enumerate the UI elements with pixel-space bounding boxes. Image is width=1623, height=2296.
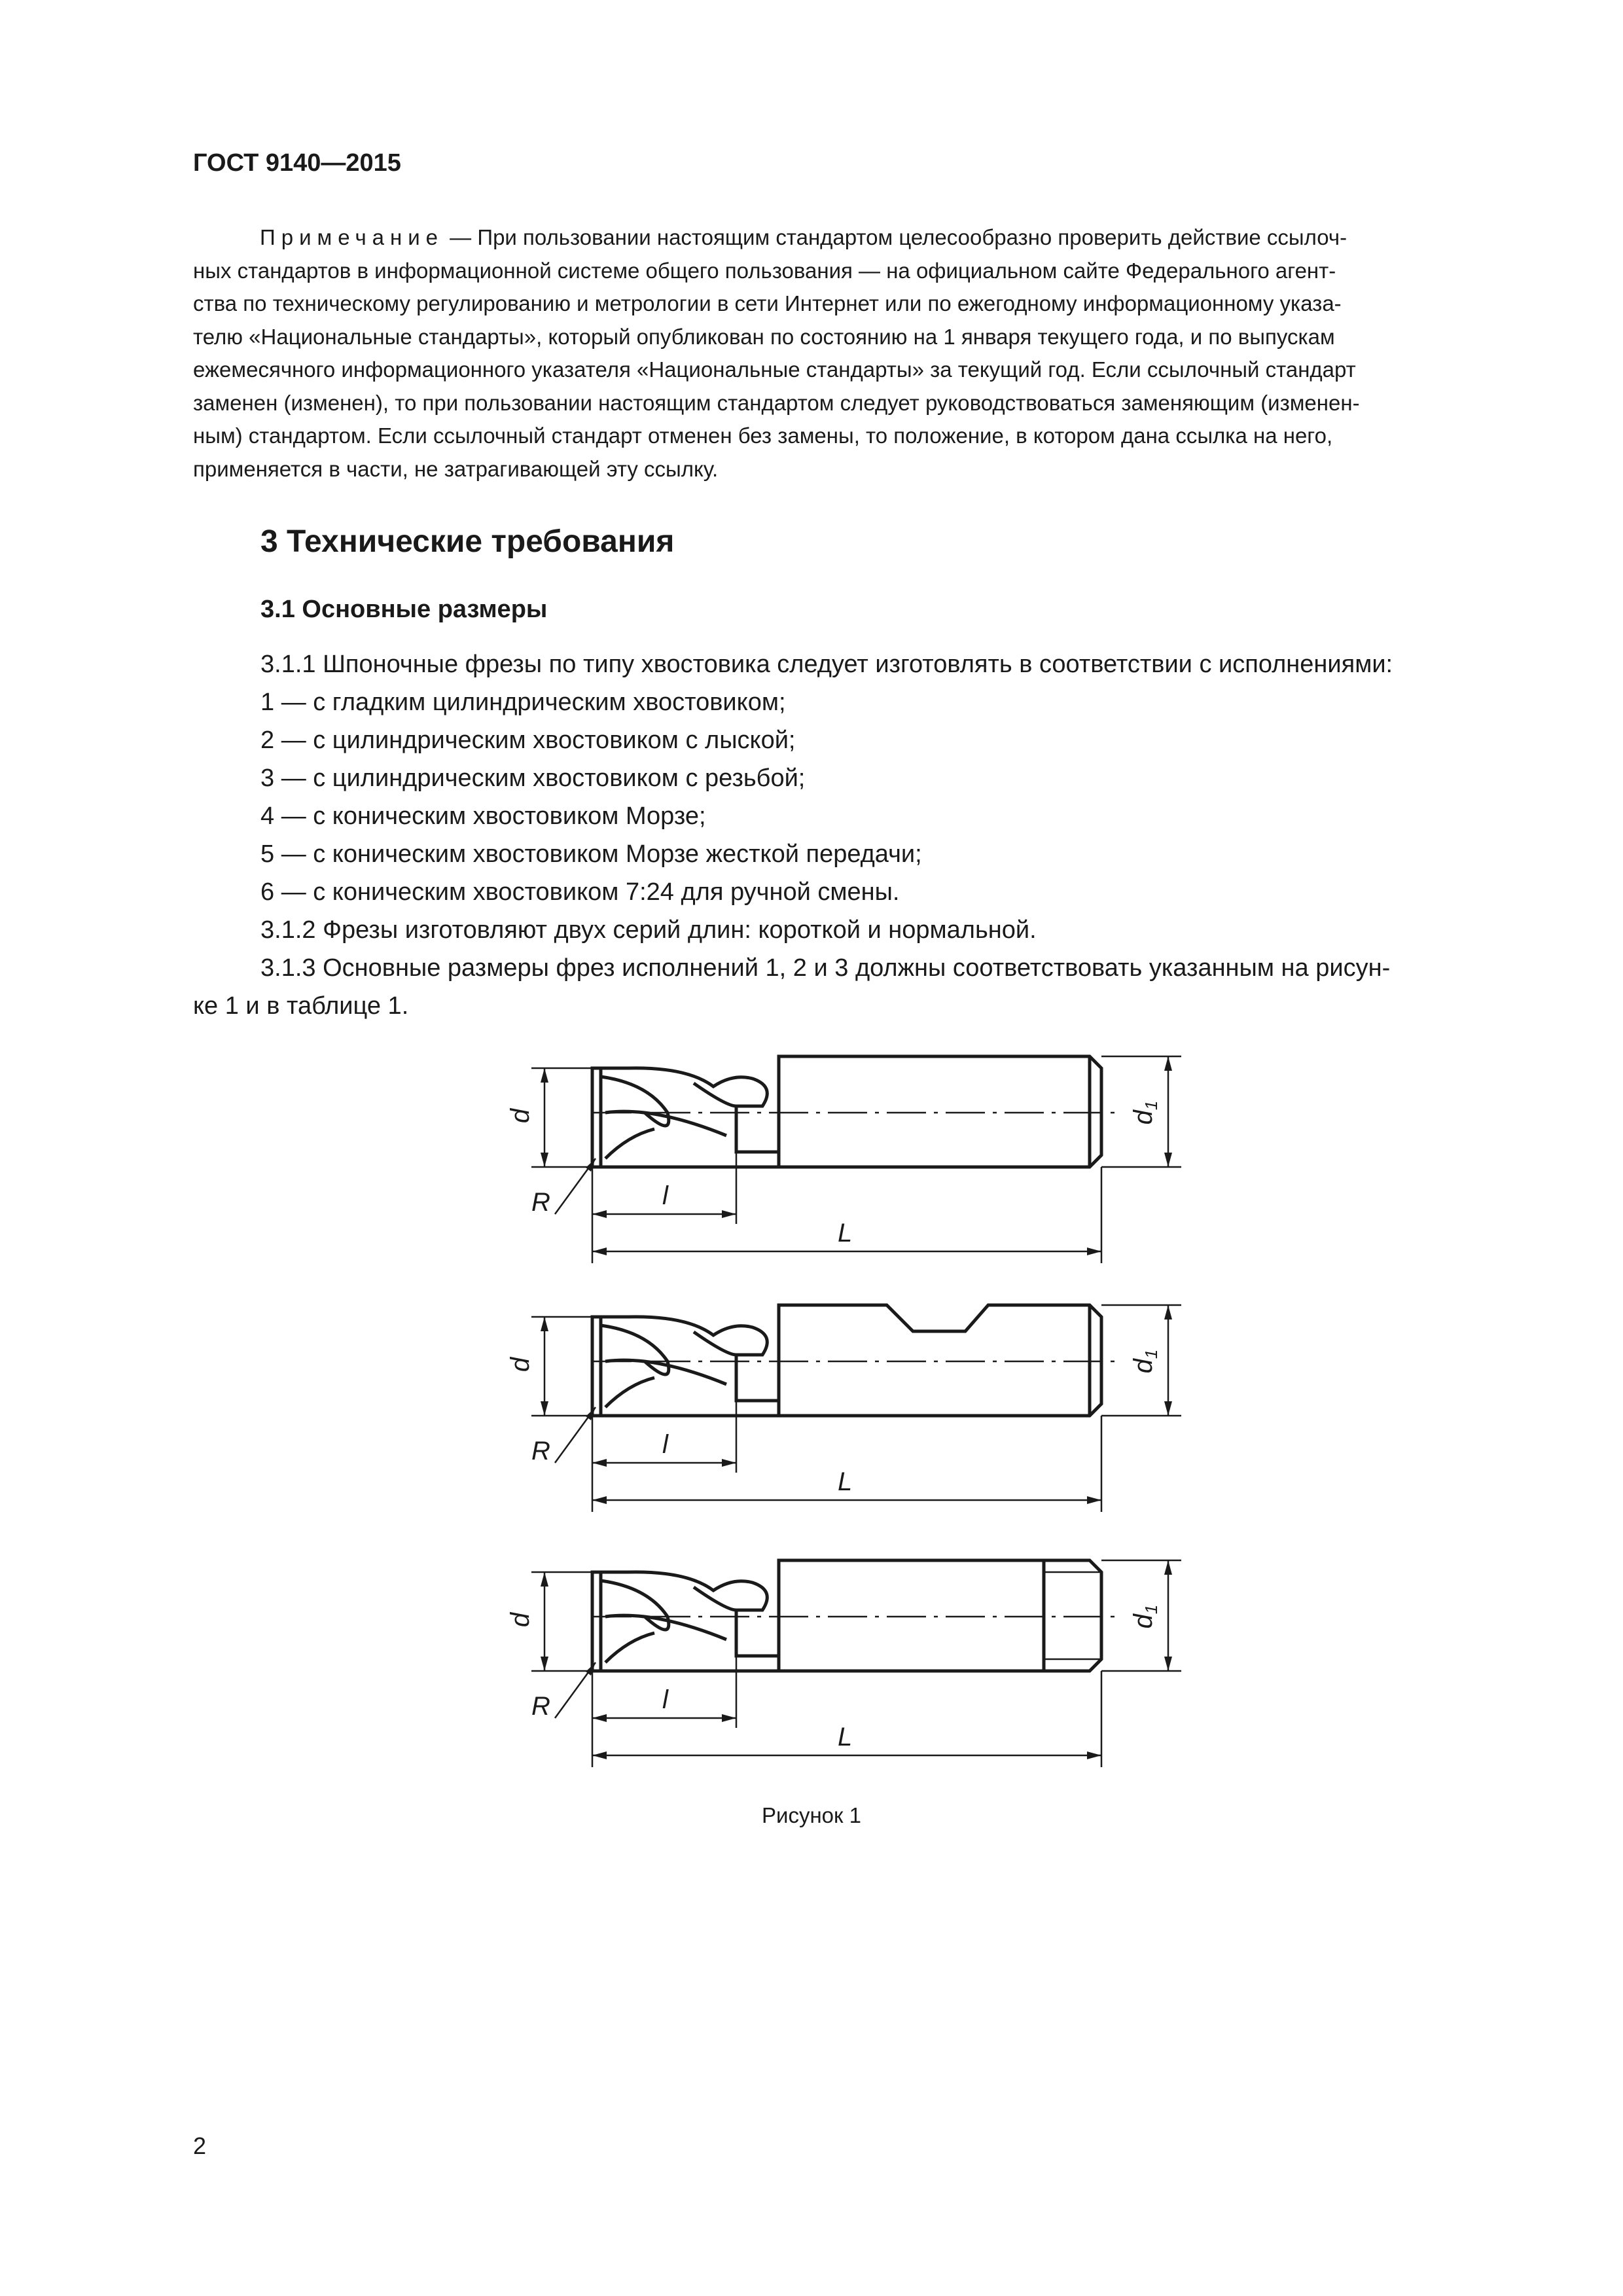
paragraph-3-1-1: 3.1.1 Шпоночные фрезы по типу хвостовика следует изготовлять в соответствии с исполнениями: 1 — с гладким цилиндрическим хвостовиком; 2 — с цилиндрическим хвостовиком с лыской; 3 — с цилиндрическим хвостовиком с резьбой; 4 — с коническим хвостовиком Морзе; 5 — с коническим хвостовиком Морзе жесткой передачи; 6 — с коническим хвостовиком 7:24 для ручной смены. 3.1.2 Фрезы изготовляют двух серий длин: короткой и нормальной. 3.1.3 Основные размеры фрез исполнений 1, 2 и 3 должны соответствовать указанным на рисун- ке 1 и в таблице 1. [193,645,1466,1025]
label-R: R [531,1437,550,1465]
label-L: L [838,1219,853,1247]
label-l: l [662,1430,668,1459]
note-line-1: Примечание — При пользовании настоящим стандартом целесообразно проверить действие ссылоч- [260,225,1347,249]
section-heading: 3 Технические требования [260,524,675,559]
label-d1: $d_1$ [1129,1349,1161,1374]
note-line: ства по техническому регулированию и метрологии в сети Интернет или по ежегодному информационному указа- [193,291,1342,315]
label-d: d [506,1108,535,1124]
list-item: 2 — с цилиндрическим хвостовиком с лыской; [260,726,796,754]
label-d: d [506,1612,535,1628]
cutter-drawing-3 [506,1560,1181,1767]
note-line: ежемесячного информационного указателя «Национальные стандарты» за текущий год. Если ссылочный стандарт [193,357,1356,382]
label-d: d [506,1357,535,1372]
subsection-heading: 3.1 Основные размеры [260,596,548,623]
note-label: Примечание [260,225,444,249]
label-L: L [838,1467,853,1496]
note-line: ным) стандартом. Если ссылочный стандарт отменен без замены, то положение, в котором дана ссылка на него, [193,423,1333,448]
paragraph-3-1-3: 3.1.3 Основные размеры фрез исполнений 1, 2 и 3 должны соответствовать указанным на рисун- [260,954,1391,982]
figure-caption: Рисунок 1 [762,1803,861,1827]
list-item: 4 — с коническим хвостовиком Морзе; [260,802,706,830]
note-line: применяется в части, не затрагивающей эту ссылку. [193,456,719,481]
label-R: R [531,1692,550,1721]
label-d1: $d_1$ [1129,1100,1161,1125]
cutter-drawing-1 [506,1056,1181,1263]
cutter-drawing-2 [506,1305,1181,1512]
label-d1: $d_1$ [1129,1604,1161,1629]
note-line: ных стандартов в информационной системе общего пользования — на официальном сайте Федерального агент- [193,258,1336,283]
label-l: l [662,1685,668,1714]
note-line: телю «Национальные стандарты», который опубликован по состоянию на 1 января текущего года, и по выпускам [193,324,1335,349]
label-l: l [662,1181,668,1210]
note-line: заменен (изменен), то при пользовании настоящим стандартом следует руководствоваться заменяющим (изменен- [193,390,1360,415]
paragraph-3-1-2: 3.1.2 Фрезы изготовляют двух серий длин: короткой и нормальной. [260,916,1037,944]
list-item: 5 — с коническим хвостовиком Морзе жесткой передачи; [260,840,922,868]
list-item: 1 — с гладким цилиндрическим хвостовиком; [260,689,786,716]
document-header: ГОСТ 9140—2015 [193,149,401,177]
label-L: L [838,1723,853,1751]
label-R: R [531,1188,550,1217]
list-item: 3 — с цилиндрическим хвостовиком с резьбой; [260,764,806,792]
paragraph-3-1-3-cont: ке 1 и в таблице 1. [193,992,409,1020]
page-number: 2 [193,2132,207,2159]
list-item: 6 — с коническим хвостовиком 7:24 для ручной смены. [260,878,900,906]
